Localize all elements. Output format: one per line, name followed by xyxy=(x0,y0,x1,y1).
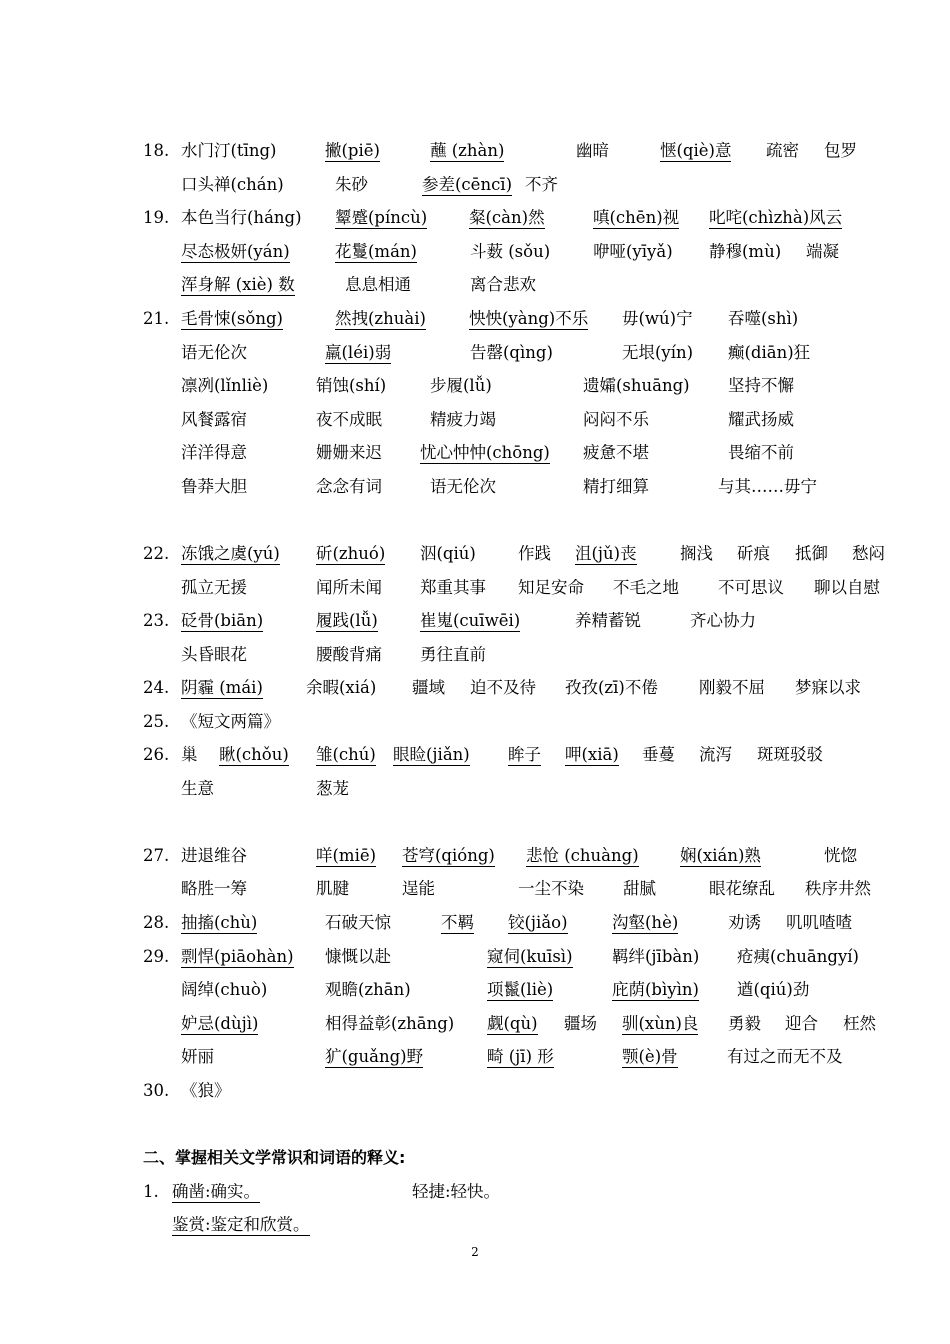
vocab-term: 沟壑(hè) xyxy=(612,906,678,934)
vocab-term: 履践(lǚ) xyxy=(316,604,378,632)
vocab-term: 知足安命 xyxy=(518,578,584,597)
vocab-term: 泅(qiú) xyxy=(420,544,476,563)
vocab-term: 叱咤(chìzhà)风云 xyxy=(709,201,842,229)
vocab-term: 颚(è)骨 xyxy=(622,1040,678,1068)
vocab-term: 毛骨悚(sǒng) xyxy=(181,302,283,330)
vocab-term: 劝诱 xyxy=(728,913,761,932)
item-number: 27. xyxy=(143,846,170,865)
vocab-term: 不可思议 xyxy=(718,578,784,597)
vocab-term: 斗薮 (sǒu) xyxy=(470,242,551,261)
vocab-line xyxy=(0,470,950,504)
vocab-term: 驯(xùn)良 xyxy=(622,1007,698,1035)
vocab-term: 咿哑(yīyǎ) xyxy=(593,242,673,261)
vocab-term: 孜孜(zī)不倦 xyxy=(565,678,658,697)
vocab-term: 妒忌(dùjì) xyxy=(181,1007,258,1035)
vocab-term: 姗姗来迟 xyxy=(316,443,382,462)
vocab-term: 畏缩不前 xyxy=(728,443,794,462)
vocab-term: 羸(léi)弱 xyxy=(325,336,391,364)
item-number: 19. xyxy=(143,208,170,227)
item-number: 30. xyxy=(143,1081,170,1100)
vocab-term: 生意 xyxy=(181,779,214,798)
vocab-term: 余暇(xiá) xyxy=(306,678,377,697)
vocab-term: 觑(qù) xyxy=(487,1007,538,1035)
vocab-term: 疮痍(chuāngyí) xyxy=(737,947,859,966)
vocab-term: 慷慨以赴 xyxy=(325,947,391,966)
vocab-term: 夜不成眠 xyxy=(316,410,382,429)
vocab-term: 勇往直前 xyxy=(420,645,486,664)
vocab-term: 项鬣(liè) xyxy=(487,973,553,1001)
item-number: 21. xyxy=(143,309,170,328)
vocab-term: 《短文两篇》 xyxy=(181,712,280,731)
vocab-term: 勇毅 xyxy=(728,1014,761,1033)
vocab-term: 斫(zhuó) xyxy=(316,537,385,565)
vocab-term: 沮(jǔ)丧 xyxy=(575,537,637,565)
item-number: 1. xyxy=(143,1182,159,1201)
vocab-line xyxy=(0,134,950,168)
vocab-term: 呷(xiā) xyxy=(565,738,619,766)
vocab-term: 怏怏(yàng)不乐 xyxy=(469,302,588,330)
vocab-term: 迎合 xyxy=(785,1014,818,1033)
vocab-term: 妍丽 xyxy=(181,1047,214,1066)
vocab-term: 梦寐以求 xyxy=(795,678,861,697)
vocab-term: 毋(wú)宁 xyxy=(622,309,693,328)
item-number: 22. xyxy=(143,544,170,563)
vocab-term: 颦蹙(píncù) xyxy=(335,201,427,229)
vocab-term: 幽暗 xyxy=(576,141,609,160)
vocab-line xyxy=(0,403,950,437)
vocab-term: 语无伦次 xyxy=(181,343,247,362)
vocab-term: 静穆(mù) xyxy=(709,242,782,261)
vocab-line xyxy=(0,336,950,370)
vocab-term: 疆场 xyxy=(564,1014,597,1033)
vocab-term: 娴(xián)熟 xyxy=(680,839,761,867)
vocab-term: 不羁 xyxy=(441,906,474,934)
vocab-term: 一尘不染 xyxy=(518,879,584,898)
vocab-term: 剽悍(piāohàn) xyxy=(181,940,294,968)
vocab-term: 石破天惊 xyxy=(325,913,391,932)
vocab-line xyxy=(0,1074,950,1108)
vocab-line xyxy=(0,1175,950,1209)
vocab-term: 庇荫(bìyìn) xyxy=(612,973,699,1001)
vocab-term: 息息相通 xyxy=(345,275,411,294)
vocab-term: 尽态极妍(yán) xyxy=(181,235,290,263)
vocab-line xyxy=(0,1208,950,1242)
vocab-term: 凛冽(lǐnliè) xyxy=(181,376,269,395)
vocab-term: 进退维谷 xyxy=(181,846,247,865)
vocab-term: 《狼》 xyxy=(181,1081,231,1100)
vocab-line xyxy=(0,772,950,806)
vocab-term: 参差(cēncī) xyxy=(422,168,512,196)
vocab-line xyxy=(0,671,950,705)
vocab-line xyxy=(0,973,950,1007)
vocab-term: 相得益彰(zhāng) xyxy=(325,1014,455,1033)
vocab-term: 恍惚 xyxy=(824,846,857,865)
vocab-term: 不毛之地 xyxy=(613,578,679,597)
vocab-term: 口头禅(chán) xyxy=(181,175,284,194)
vocab-term: 蘸 (zhàn) xyxy=(430,134,504,162)
vocab-term: 朱砂 xyxy=(335,175,368,194)
vocab-term: 抵御 xyxy=(795,544,828,563)
vocab-term: 悲怆 (chuàng) xyxy=(526,839,639,867)
vocab-term: 水门汀(tīng) xyxy=(181,141,277,160)
vocab-line xyxy=(0,436,950,470)
vocab-line xyxy=(0,268,950,302)
vocab-term: 眸子 xyxy=(508,738,541,766)
vocab-term: 坚持不懈 xyxy=(728,376,794,395)
vocab-term: 无垠(yín) xyxy=(622,343,694,362)
vocab-term: 精疲力竭 xyxy=(430,410,496,429)
item-number: 26. xyxy=(143,745,170,764)
vocab-term: 有过之而无不及 xyxy=(727,1047,843,1066)
vocab-term: 雏(chú) xyxy=(316,738,376,766)
vocab-term: 惬(qiè)意 xyxy=(660,134,731,162)
vocab-term: 斫痕 xyxy=(737,544,770,563)
vocab-line xyxy=(0,1007,950,1041)
vocab-term: 斑斑驳驳 xyxy=(757,745,823,764)
vocab-term: 阴霾 (mái) xyxy=(181,671,263,699)
vocab-term: 耀武扬威 xyxy=(728,410,794,429)
vocab-term: 癫(diān)狂 xyxy=(728,343,811,362)
vocab-term: 不齐 xyxy=(525,175,558,194)
vocab-term: 观瞻(zhān) xyxy=(325,980,411,999)
vocab-line xyxy=(0,537,950,571)
vocab-term: 风餐露宿 xyxy=(181,410,247,429)
vocab-line xyxy=(0,235,950,269)
vocab-term: 腰酸背痛 xyxy=(316,645,382,664)
vocab-line xyxy=(0,839,950,873)
vocab-term: 养精蓄锐 xyxy=(575,611,641,630)
vocab-term: 浑身解 (xiè) 数 xyxy=(181,268,295,296)
vocab-line xyxy=(0,906,950,940)
vocab-term: 洋洋得意 xyxy=(181,443,247,462)
vocab-line xyxy=(0,872,950,906)
vocab-line xyxy=(0,638,950,672)
vocab-term: 聊以自慰 xyxy=(814,578,880,597)
vocab-term: 作践 xyxy=(518,544,551,563)
vocab-term: 垂蔓 xyxy=(642,745,675,764)
vocab-line xyxy=(0,738,950,772)
item-number: 23. xyxy=(143,611,170,630)
vocab-term: 阔绰(chuò) xyxy=(181,980,268,999)
vocab-line xyxy=(0,302,950,336)
vocab-term: 遒(qiú)劲 xyxy=(737,980,810,999)
vocab-term: 畸 (jī) 形 xyxy=(487,1040,554,1068)
vocab-term: 抽搐(chù) xyxy=(181,906,257,934)
vocab-term: 精打细算 xyxy=(583,477,649,496)
vocab-term: 崔嵬(cuīwēi) xyxy=(420,604,520,632)
item-number: 29. xyxy=(143,947,170,966)
vocab-term: 秩序井然 xyxy=(805,879,871,898)
vocab-term: 闷闷不乐 xyxy=(583,410,649,429)
vocab-line xyxy=(0,604,950,638)
vocab-term: 确凿:确实。 xyxy=(172,1175,260,1203)
section-heading xyxy=(0,1141,950,1175)
item-number: 18. xyxy=(143,141,170,160)
vocab-term: 郑重其事 xyxy=(420,578,486,597)
vocab-term: 肌腱 xyxy=(316,879,349,898)
vocab-term: 与其……毋宁 xyxy=(718,477,817,496)
vocab-term: 犷(guǎng)野 xyxy=(325,1040,423,1068)
vocab-line xyxy=(0,201,950,235)
vocab-term: 葱茏 xyxy=(316,779,349,798)
vocab-line xyxy=(0,168,950,202)
vocab-term: 步履(lǚ) xyxy=(430,376,492,395)
vocab-term: 流泻 xyxy=(699,745,732,764)
vocab-line xyxy=(0,940,950,974)
vocab-term: 离合悲欢 xyxy=(470,275,536,294)
page-number: 2 xyxy=(471,1245,479,1259)
vocab-term: 销蚀(shí) xyxy=(316,376,387,395)
vocab-term: 头昏眼花 xyxy=(181,645,247,664)
vocab-term: 眼花缭乱 xyxy=(709,879,775,898)
vocab-term: 遗孀(shuāng) xyxy=(583,376,690,395)
vocab-term: 刚毅不屈 xyxy=(699,678,765,697)
vocab-term: 苍穹(qióng) xyxy=(402,839,495,867)
vocab-term: 窥伺(kuīsì) xyxy=(487,940,573,968)
vocab-term: 砭骨(biān) xyxy=(181,604,263,632)
item-number: 28. xyxy=(143,913,170,932)
vocab-term: 嗔(chēn)视 xyxy=(593,201,679,229)
vocab-term: 包罗 xyxy=(824,141,857,160)
vocab-term: 然拽(zhuài) xyxy=(335,302,426,330)
vocab-term: 念念有词 xyxy=(316,477,382,496)
vocab-line xyxy=(0,705,950,739)
item-number: 25. xyxy=(143,712,170,731)
vocab-term: 疆域 xyxy=(412,678,445,697)
vocab-term: 忧心忡忡(chōng) xyxy=(420,436,550,464)
vocab-term: 鲁莽大胆 xyxy=(181,477,247,496)
vocab-term: 花鬘(mán) xyxy=(335,235,417,263)
vocab-term: 疏密 xyxy=(766,141,799,160)
vocab-term: 端凝 xyxy=(806,242,839,261)
vocab-line xyxy=(0,571,950,605)
vocab-term: 叽叽喳喳 xyxy=(786,913,852,932)
heading-text: 二、掌握相关文学常识和词语的释义: xyxy=(143,1148,406,1167)
vocab-term: 铰(jiǎo) xyxy=(508,906,568,934)
item-number: 24. xyxy=(143,678,170,697)
vocab-term: 告罄(qìng) xyxy=(470,343,553,362)
vocab-term: 枉然 xyxy=(843,1014,876,1033)
vocab-term: 粲(càn)然 xyxy=(469,201,545,229)
vocab-term: 撇(piē) xyxy=(325,134,380,162)
vocab-line xyxy=(0,1040,950,1074)
vocab-term: 愁闷 xyxy=(852,544,885,563)
vocab-term: 略胜一筹 xyxy=(181,879,247,898)
vocab-term: 鉴赏:鉴定和欣赏。 xyxy=(172,1208,310,1236)
vocab-term: 齐心协力 xyxy=(690,611,756,630)
vocab-term: 搁浅 xyxy=(680,544,713,563)
vocab-term: 甜腻 xyxy=(623,879,656,898)
vocab-term: 羁绊(jībàn) xyxy=(612,947,700,966)
vocab-term: 吞噬(shì) xyxy=(728,309,799,328)
vocab-term: 迫不及待 xyxy=(470,678,536,697)
vocab-term: 逞能 xyxy=(402,879,435,898)
vocab-term: 眼睑(jiǎn) xyxy=(393,738,470,766)
vocab-term: 瞅(chǒu) xyxy=(219,738,289,766)
vocab-term: 疲惫不堪 xyxy=(583,443,649,462)
vocab-term: 冻饿之虞(yú) xyxy=(181,537,280,565)
vocab-term: 语无伦次 xyxy=(430,477,496,496)
vocab-line xyxy=(0,369,950,403)
vocab-term: 闻所未闻 xyxy=(316,578,382,597)
vocab-term: 咩(miē) xyxy=(316,839,376,867)
vocab-term: 轻捷:轻快。 xyxy=(412,1182,501,1201)
vocab-term: 孤立无援 xyxy=(181,578,247,597)
vocab-term: 本色当行(háng) xyxy=(181,208,302,227)
vocab-term: 巢 xyxy=(181,745,198,764)
